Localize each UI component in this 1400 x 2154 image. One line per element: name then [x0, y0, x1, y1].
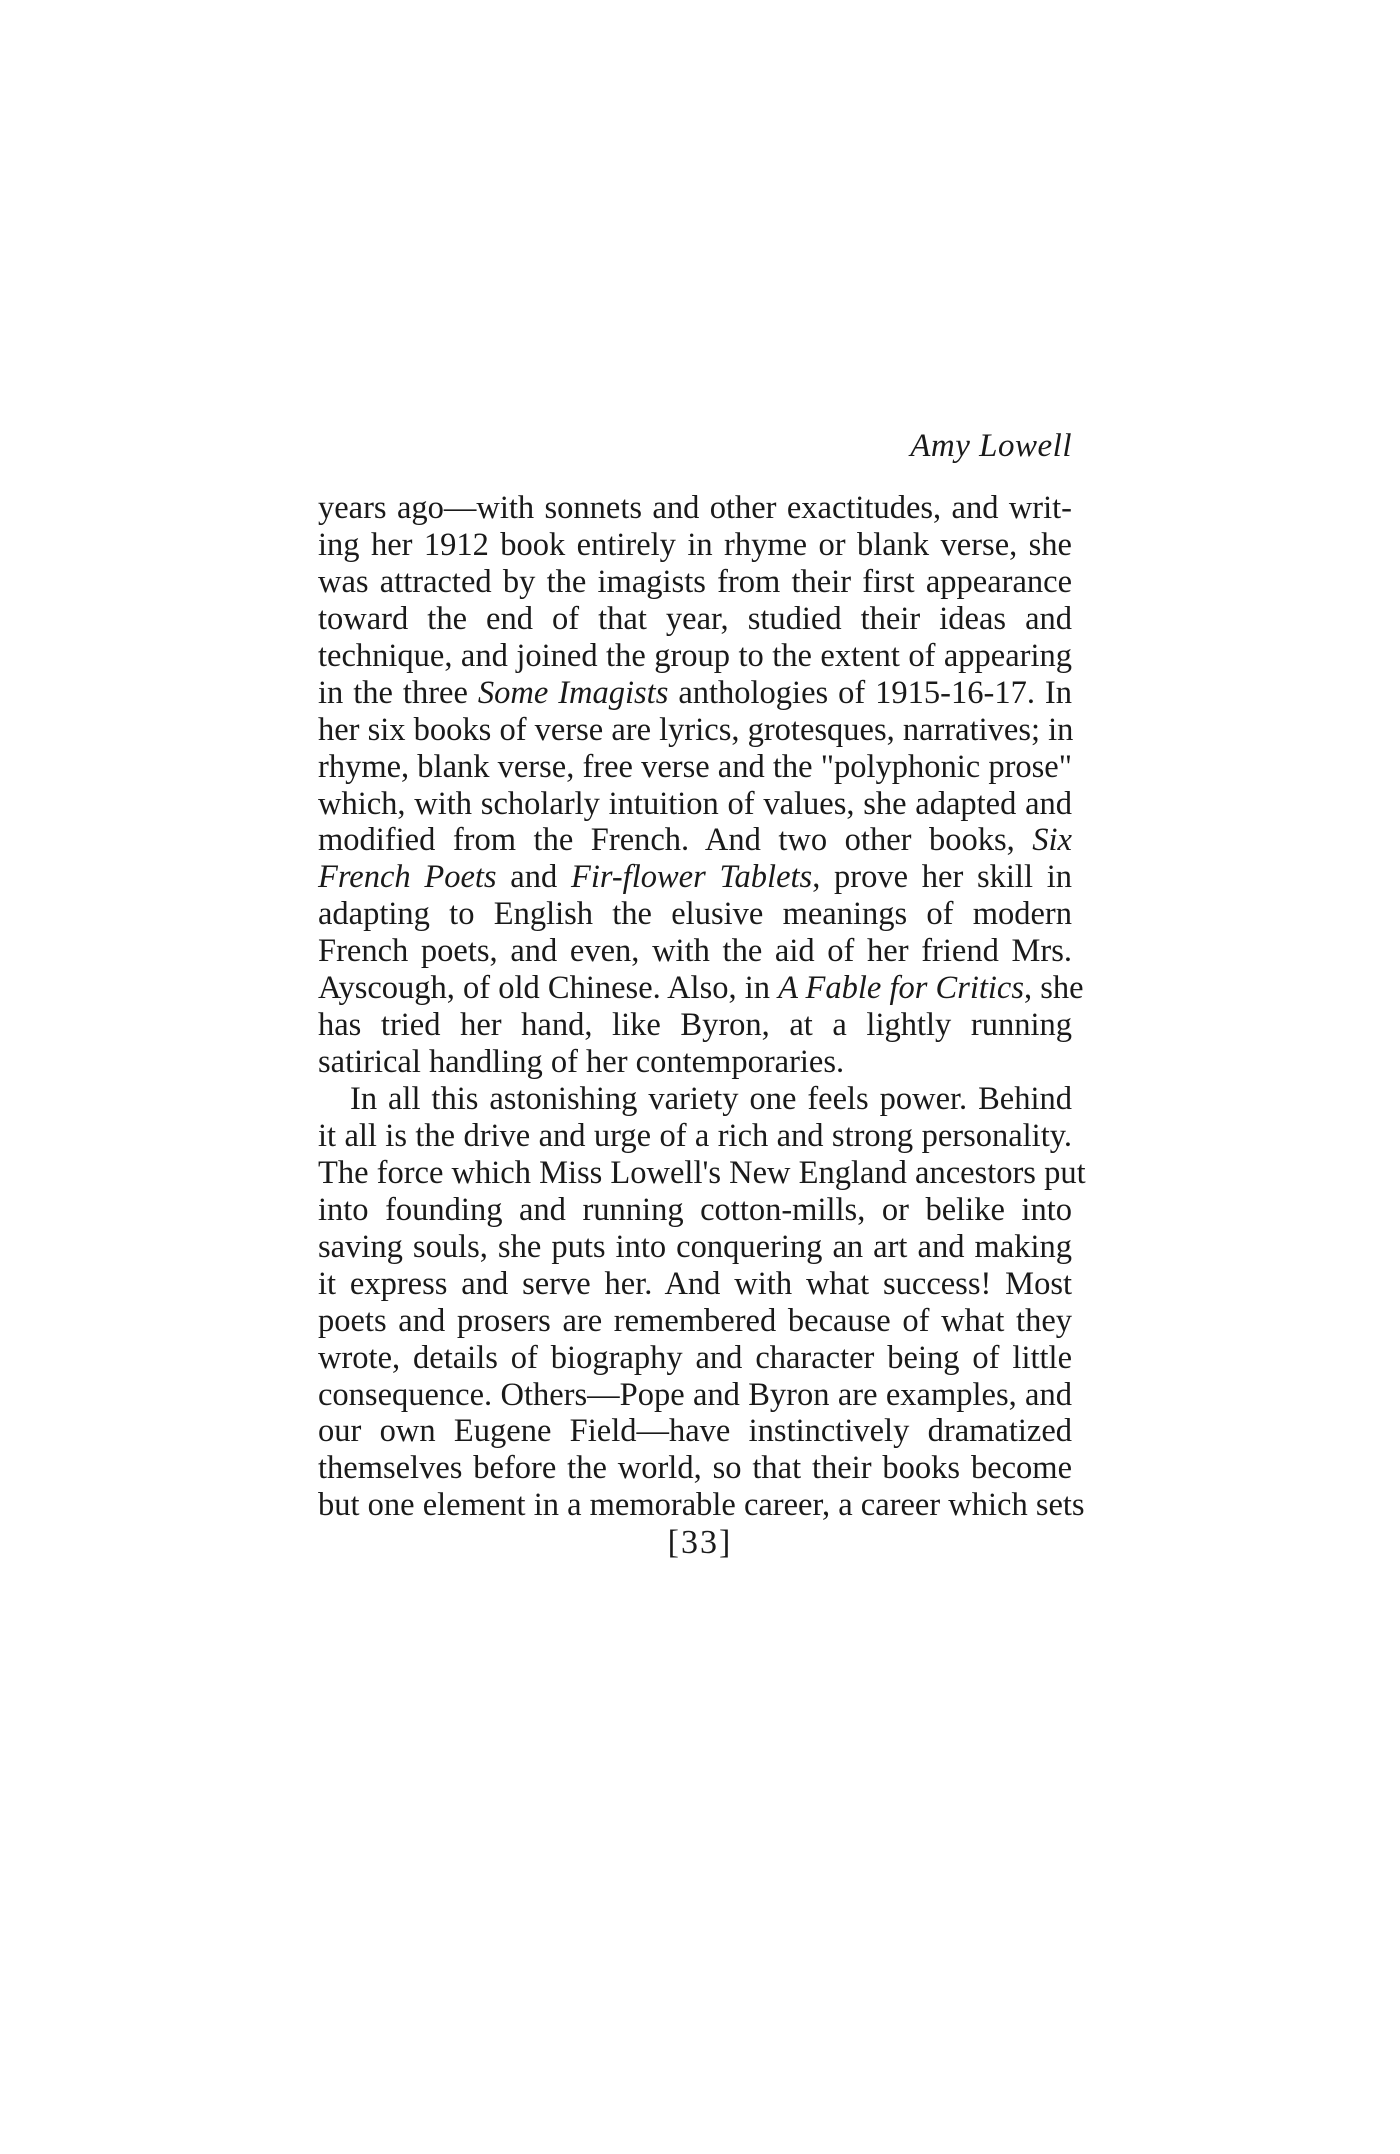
text-line: French poets, and even, with the aid of her friend Mrs. — [318, 933, 1072, 970]
book-title: French Poets — [318, 859, 497, 896]
body-text — [318, 490, 1086, 1524]
text-line: which, with scholarly intuition of values, she adapted and — [318, 785, 1072, 822]
text-line: it express and serve her. And with what success! Most — [318, 1265, 1072, 1302]
running-head: Amy Lowell — [910, 428, 1072, 464]
text-line: ing her 1912 book entirely in rhyme or blank verse, she — [318, 526, 1072, 563]
text-run: anthologies of 1915-16-17. In — [668, 674, 1072, 711]
text-line — [318, 859, 1072, 896]
text-line: into founding and running cotton-mills, or belike into — [318, 1191, 1072, 1228]
text-line: but one element in a memorable career, a career which sets — [318, 1487, 1085, 1524]
text-line: has tried her hand, like Byron, at a lightly running — [318, 1007, 1072, 1044]
text-line: it all is the drive and urge of a rich and strong personality. — [318, 1117, 1072, 1154]
text-line: years ago—with sonnets and other exactitudes, and writ- — [318, 490, 1072, 526]
text-line: adapting to English the elusive meanings of modern — [318, 896, 1072, 933]
book-title: Some Imagists — [477, 674, 669, 711]
paragraph-1 — [318, 490, 1084, 1081]
text-line: poets and prosers are remembered because of what they — [318, 1302, 1072, 1339]
text-line: saving souls, she puts into conquering an art and making — [318, 1228, 1072, 1265]
text-run: in the three — [318, 674, 478, 711]
text-line: wrote, details of biography and character being of little — [318, 1339, 1072, 1376]
text-run: and — [496, 859, 571, 896]
book-title: A Fable for Critics — [778, 970, 1025, 1007]
text-line: In all this astonishing variety one feels power. Behind — [350, 1081, 1072, 1117]
text-run: modified from the French. And two other books, — [318, 822, 1033, 859]
paragraph-2 — [318, 1081, 1086, 1524]
book-title: Six — [1032, 822, 1072, 859]
text-line — [318, 675, 1072, 712]
text-line: consequence. Others—Pope and Byron are examples, and — [318, 1376, 1072, 1413]
book-title: Fir-flower Tablets — [570, 859, 813, 896]
text-line: technique, and joined the group to the extent of appearing — [318, 637, 1072, 674]
text-line: toward the end of that year, studied their ideas and — [318, 600, 1072, 637]
text-run: Ayscough, of old Chinese. Also, in — [318, 970, 779, 1007]
text-line: her six books of verse are lyrics, grotesques, narratives; in — [318, 711, 1074, 748]
text-line: was attracted by the imagists from their first appearance — [318, 563, 1072, 600]
text-run: , prove her skill in — [812, 859, 1072, 896]
text-run: , she — [1024, 970, 1084, 1007]
page-number: [33] — [667, 1524, 733, 1561]
text-line: themselves before the world, so that their books become — [318, 1450, 1072, 1487]
text-line: our own Eugene Field—have instinctively dramatized — [318, 1413, 1072, 1450]
text-line — [318, 822, 1072, 859]
text-line — [318, 970, 1084, 1007]
text-line: The force which Miss Lowell's New England ancestors put — [318, 1154, 1086, 1191]
text-line: satirical handling of her contemporaries. — [318, 1044, 845, 1081]
text-line: rhyme, blank verse, free verse and the "polyphonic prose" — [318, 748, 1072, 785]
